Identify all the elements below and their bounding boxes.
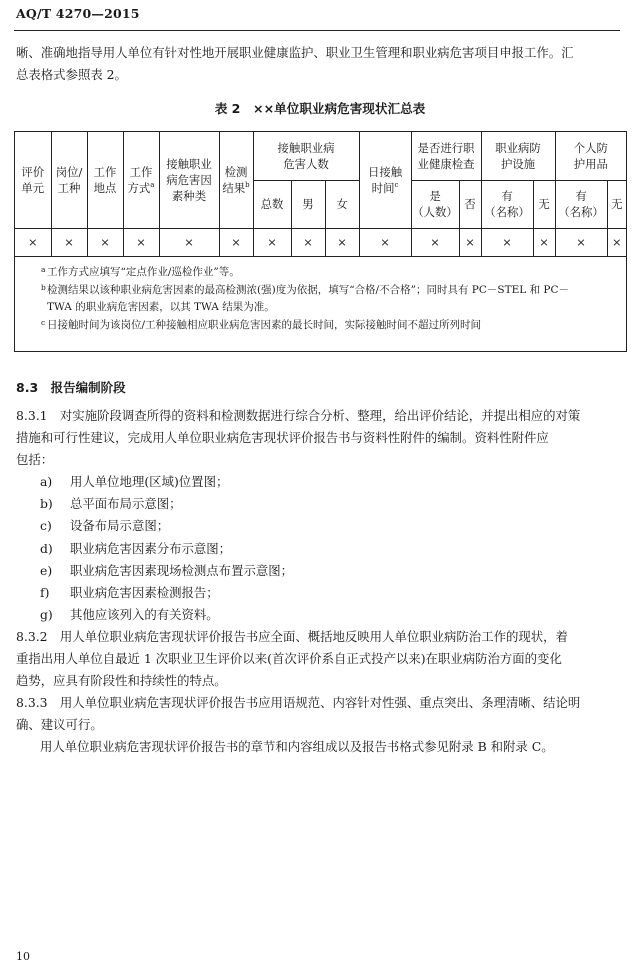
- table-caption: 表 2 ××单位职业病危害现状汇总表: [214, 101, 426, 116]
- table-cell: ×: [607, 228, 626, 256]
- table-note-b: b 检测结果以该种职业病危害因素的最高检测浓(强)度为依据，填写“合格/不合格”；同时具有 PC－STEL 和 PC－ TWA 的职业病危害因素，以其 TWA 结果为准。: [41, 282, 570, 313]
- table-cell: ×: [459, 228, 481, 256]
- table-cell: ×: [481, 228, 533, 256]
- list-item: d) 职业病危害因素分布示意图；: [40, 540, 232, 556]
- header-post: 岗位/ 工种: [51, 132, 87, 228]
- list-item: a) 用人单位地理(区域)位置图；: [40, 474, 229, 489]
- header-location: 工作 地点: [87, 132, 123, 228]
- paragraph-8-3-3: 8.3.3 用人单位职业病危害现状评价报告书应用语规范、内容针对性强、重点突出、条理清晰、结论明 确、建议可行。: [16, 695, 581, 732]
- header-eval-unit: 评价 单元: [15, 132, 51, 228]
- table-cell: ×: [325, 228, 359, 256]
- table-row: [15, 228, 626, 256]
- header-protection: 职业病防 护设施: [481, 132, 555, 180]
- table-cell: ×: [555, 228, 607, 256]
- standard-code: AQ/T 4270—2015: [16, 6, 140, 21]
- table-cell: ×: [51, 228, 87, 256]
- table-cell: ×: [533, 228, 555, 256]
- paragraph-8-3-1: 8.3.1 对实施阶段调查所得的资料和检测数据进行综合分析、整理，给出评价结论，并提出相应的对策 措施和可行性建议，完成用人单位职业病危害现状评价报告书与资料性附件的编制。资料性附件应 包括：: [16, 408, 581, 467]
- header-ppe-none: 无: [607, 180, 626, 228]
- list-item: e) 职业病危害因素现场检测点布置示意图；: [40, 562, 294, 578]
- header-ppe: 个人防 护用品: [555, 132, 626, 180]
- list-item: c) 设备布局示意图；: [40, 518, 170, 534]
- header-ppe-have: 有 （名称）: [555, 180, 607, 228]
- header-exam-yes: 是 （人数）: [411, 180, 459, 228]
- header-work-mode: 工作 方式$^a$: [123, 132, 159, 228]
- table-note-a: a 工作方式应填写“定点作业/巡检作业”等。: [41, 265, 240, 278]
- intro-paragraph: [16, 42, 574, 86]
- table-cell: ×: [411, 228, 459, 256]
- header-rule: [14, 30, 620, 31]
- header-daily-exposure: 日接触 时间$^c$: [359, 132, 411, 228]
- header-exposed-count: 接触职业病 危害人数: [253, 132, 359, 180]
- table-cell: ×: [219, 228, 253, 256]
- header-test-result: 检测 结果$^b$: [219, 132, 253, 228]
- header-protect-have: 有 （名称）: [481, 180, 533, 228]
- paragraph-appendix-ref: 用人单位职业病危害现状评价报告书的章节和内容组成以及报告书格式参见附录 B 和附录 C。: [40, 739, 554, 754]
- header-female: 女: [325, 180, 359, 228]
- table-cell: ×: [359, 228, 411, 256]
- table-cell: ×: [15, 228, 51, 256]
- table-notes: [31, 264, 611, 334]
- attachment-list: [40, 471, 293, 626]
- table-cell: ×: [123, 228, 159, 256]
- page-number: 10: [16, 950, 30, 963]
- summary-table-frame: [14, 131, 627, 352]
- header-total: 总数: [253, 180, 291, 228]
- table-cell: ×: [253, 228, 291, 256]
- table-note-c: c 日接触时间为该岗位/工种接触相应职业病危害因素的最长时间，实际接触时间不超过所列时间: [41, 317, 482, 331]
- list-item: b) 总平面布局示意图；: [40, 496, 182, 512]
- section-heading: 8.3 报告编制阶段: [16, 380, 126, 395]
- list-item: g) 其他应该列入的有关资料。: [40, 607, 219, 623]
- list-item: f) 职业病危害因素检测报告；: [40, 585, 219, 601]
- intro-line: 晰、准确地指导用人单位有针对性地开展职业健康监护、职业卫生管理和职业病危害项目申报工作。汇: [16, 45, 574, 60]
- intro-line: 总表格式参照表 2。: [16, 67, 127, 82]
- header-male: 男: [291, 180, 325, 228]
- paragraph-8-3-2: 8.3.2 用人单位职业病危害现状评价报告书应全面、概括地反映用人单位职业病防治工作的现状，着 重指出用人单位自最近 1 次职业卫生评价以来(首次评价系自正式投产以来)在职业病防治方面的变化 趋势，应具有阶段性和持续性的特点。: [16, 629, 568, 688]
- header-hazard-type: 接触职业 病危害因 素种类: [159, 132, 219, 228]
- table-cell: ×: [87, 228, 123, 256]
- header-exam-no: 否: [459, 180, 481, 228]
- header-health-exam: 是否进行职 业健康检查: [411, 132, 481, 180]
- header-protect-none: 无: [533, 180, 555, 228]
- table-cell: ×: [291, 228, 325, 256]
- summary-table: [15, 132, 626, 257]
- table-cell: ×: [159, 228, 219, 256]
